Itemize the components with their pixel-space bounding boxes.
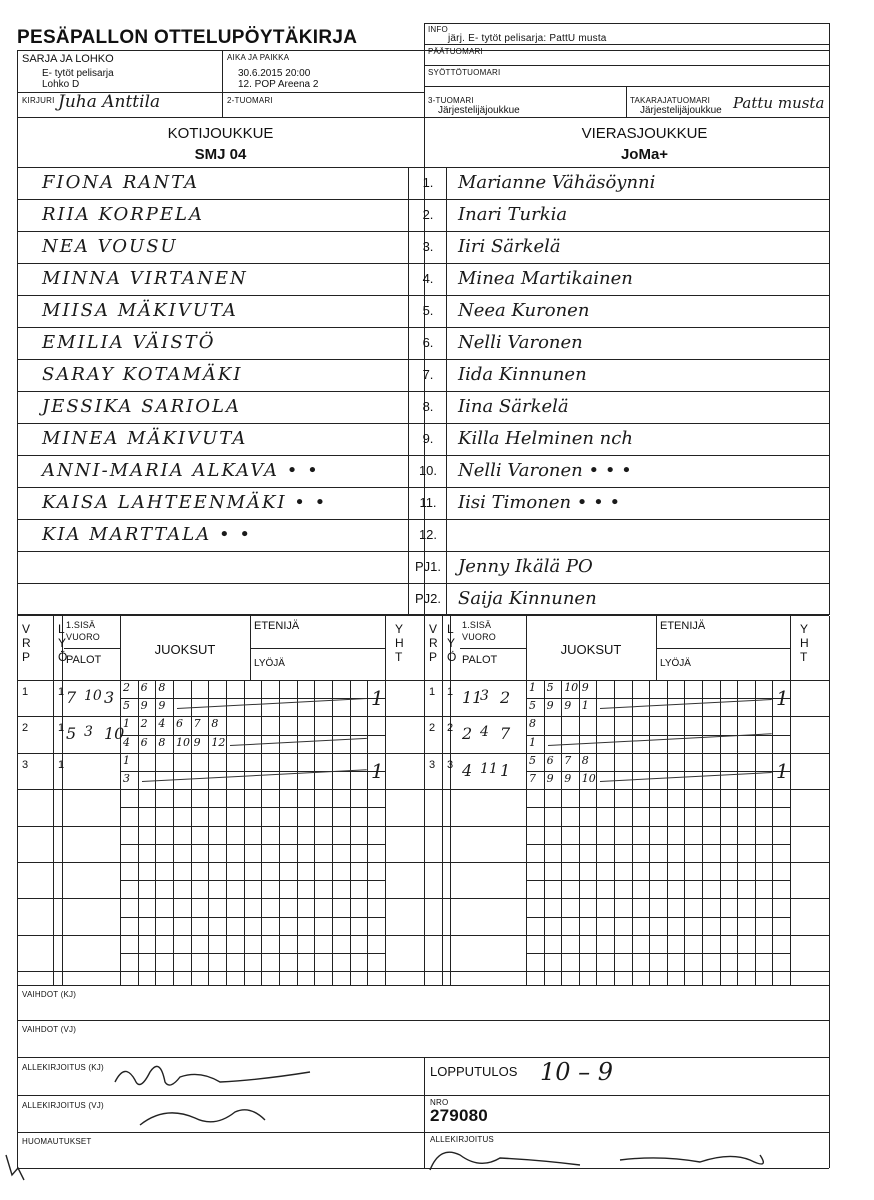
home-player: MINEA MÄKIVUTA — [42, 428, 248, 449]
innings-header-yht_y: Y — [395, 622, 404, 636]
inning-vuoro: 11 — [480, 760, 498, 777]
innings-header-etenija: ETENIJÄ — [254, 620, 300, 632]
tally-stroke — [600, 699, 771, 709]
home-name: SMJ 04 — [194, 146, 247, 163]
innings-header-sisa: 1.SISÄ — [66, 620, 96, 630]
inning-lyo: 1 — [447, 686, 454, 698]
roster-number: 9. — [422, 431, 434, 446]
inning-vuoro: 3 — [480, 688, 489, 704]
away-player: Iisi Timonen • • • — [458, 492, 621, 513]
home-player: FIONA RANTA — [42, 172, 200, 193]
innings-header-yht_y: Y — [800, 622, 809, 636]
inning-number: 1 — [429, 686, 436, 698]
nro-label: NRO — [430, 1098, 449, 1107]
innings-header-palot: PALOT — [66, 654, 102, 666]
inning-yht: 1 — [371, 686, 384, 710]
runs-top-digit: 8 — [529, 717, 536, 731]
innings-header-o: Ö — [58, 650, 68, 664]
home-player: NEA VOUSU — [42, 236, 178, 257]
innings-header-juoksut: JUOKSUT — [154, 642, 216, 657]
kirjuri-value: Juha Anttila — [58, 92, 161, 112]
away-player: Nelli Varonen — [458, 332, 583, 353]
inning-sisa: 7 — [66, 688, 77, 707]
syottotuomari-label: SYÖTTÖTUOMARI — [428, 68, 501, 77]
runs-bot-digit: 9 — [546, 699, 554, 713]
innings-header-etenija: ETENIJÄ — [660, 620, 706, 632]
runs-bot-digit: 1 — [581, 699, 589, 713]
kirjuri-label: KIRJURI — [22, 96, 55, 105]
innings-header-yht_t: T — [800, 650, 808, 664]
innings-header-vuoro: VUORO — [66, 632, 101, 642]
away-player: Nelli Varonen • • • — [458, 460, 632, 481]
away-player: Minea Martikainen — [458, 268, 633, 289]
runs-top-digit: 1 — [123, 717, 130, 731]
innings-header-l: L — [447, 622, 454, 636]
away-player: Iiri Särkelä — [458, 236, 561, 257]
inning-lyo: 1 — [58, 722, 65, 735]
inning-lyo: 1 — [58, 686, 65, 698]
roster-number: 4. — [422, 271, 434, 286]
innings-header-p: P — [22, 650, 31, 664]
aika-label: AIKA JA PAIKKA — [227, 53, 290, 62]
runs-bot-digit: 3 — [123, 772, 130, 785]
inning-vuoro: 3 — [84, 724, 93, 741]
roster-number: 12. — [418, 527, 438, 542]
away-player: Jenny Ikälä PO — [458, 556, 593, 577]
inning-sisa: 4 — [462, 760, 473, 780]
inning-yht: 1 — [776, 686, 789, 710]
runs-bot-digit: 10 — [581, 772, 596, 785]
runs-top-digit: 2 — [123, 681, 130, 694]
runs-bot-digit: 1 — [529, 735, 536, 749]
away-player: Neea Kuronen — [458, 300, 590, 321]
tally-stroke — [230, 738, 367, 746]
corner-mark — [4, 1150, 28, 1184]
roster-number: 1. — [422, 175, 434, 190]
innings-header-palot: PALOT — [462, 654, 498, 666]
roster-number: 5. — [422, 303, 434, 318]
away-label: VIERASJOUKKUE — [581, 125, 708, 142]
runs-top-digit: 6 — [546, 753, 554, 767]
innings-header-r: R — [429, 636, 438, 650]
inning-number: 3 — [429, 758, 436, 771]
home-player: MIISA MÄKIVUTA — [42, 300, 238, 321]
roster-number: PJ1. — [414, 559, 441, 574]
home-player: EMILIA VÄISTÖ — [42, 332, 216, 353]
signature-main — [420, 1140, 780, 1180]
away-player: Iida Kinnunen — [458, 364, 587, 385]
inning-lyo: 2 — [447, 722, 454, 735]
takaraja-hand: Pattu musta — [733, 94, 825, 112]
inning-number: 2 — [429, 722, 436, 735]
roster-number: PJ2. — [414, 591, 441, 606]
tuomari2-label: 2-TUOMARI — [227, 96, 273, 105]
signature-vj — [135, 1100, 275, 1135]
runs-bot-digit: 4 — [123, 735, 130, 749]
home-player: KIA MARTTALA • • — [42, 524, 252, 545]
runs-top-digit: 4 — [158, 717, 166, 731]
runs-top-digit: 7 — [564, 753, 572, 767]
inning-sisa: 5 — [66, 724, 77, 744]
inning-vuoro: 10 — [84, 688, 102, 704]
aika-value-2: 12. POP Areena 2 — [238, 79, 319, 90]
runs-bot-digit: 9 — [564, 699, 572, 713]
runs-top-digit: 9 — [581, 681, 589, 694]
roster-number: 8. — [422, 399, 434, 414]
runs-top-digit: 5 — [546, 681, 554, 694]
runs-top-digit: 2 — [140, 717, 148, 731]
runs-bot-digit: 5 — [123, 699, 130, 713]
tally-stroke — [177, 698, 367, 709]
roster-number: 7. — [422, 367, 434, 382]
innings-header-lyoja: LYÖJÄ — [254, 658, 285, 669]
innings-header-yht_t: T — [395, 650, 403, 664]
inning-number: 3 — [22, 758, 29, 771]
runs-top-digit: 6 — [140, 681, 148, 694]
runs-bot-digit: 9 — [158, 699, 166, 713]
inning-vuoro: 4 — [480, 724, 489, 741]
inning-palot: 10 — [104, 724, 125, 744]
innings-header-r: R — [22, 636, 31, 650]
roster-number: 3. — [422, 239, 434, 254]
tally-stroke — [600, 772, 771, 782]
innings-header-y: Y — [447, 636, 456, 650]
away-name: JoMa+ — [620, 146, 669, 163]
inning-sisa: 2 — [462, 724, 473, 744]
huomautukset-label: HUOMAUTUKSET — [22, 1137, 92, 1146]
runs-top-digit: 5 — [529, 753, 536, 767]
vaihdot-vj-label: VAIHDOT (VJ) — [22, 1025, 77, 1034]
inning-lyo: 1 — [58, 758, 65, 771]
lopputulos-value: 10 – 9 — [540, 1058, 614, 1086]
nro-value: 279080 — [430, 1106, 488, 1125]
home-player: MINNA VIRTANEN — [42, 268, 248, 289]
innings-header-y: Y — [58, 636, 67, 650]
innings-header-juoksut: JUOKSUT — [560, 642, 622, 657]
roster-number: 6. — [422, 335, 434, 350]
runs-bot-digit: 5 — [529, 699, 536, 713]
sarja-value-1: E- tytöt pelisarja — [42, 68, 114, 79]
innings-header-v: V — [22, 622, 31, 636]
innings-header-vuoro: VUORO — [462, 632, 497, 642]
runs-top-digit: 8 — [158, 681, 166, 694]
runs-top-digit: 10 — [564, 681, 579, 694]
runs-top-digit: 8 — [581, 753, 589, 767]
runs-bot-digit: 7 — [529, 772, 536, 785]
away-player: Iina Särkelä — [458, 396, 569, 417]
inning-number: 2 — [22, 722, 29, 735]
runs-bot-digit: 6 — [140, 735, 148, 749]
aika-value-1: 30.6.2015 20:00 — [238, 68, 311, 79]
innings-header-v: V — [429, 622, 438, 636]
inning-number: 1 — [22, 686, 29, 698]
runs-top-digit: 1 — [529, 681, 536, 694]
inning-palot: 7 — [500, 724, 511, 744]
info-value: järj. E- tytöt pelisarja: PattU musta — [448, 33, 607, 44]
runs-top-digit: 6 — [176, 717, 183, 731]
runs-top-digit: 8 — [211, 717, 219, 731]
home-player: KAISA LAHTEENMÄKI • • — [42, 492, 328, 513]
runs-bot-digit: 12 — [211, 735, 226, 749]
sarja-label: SARJA JA LOHKO — [22, 53, 114, 65]
runs-bot-digit: 9 — [546, 772, 554, 785]
runs-bot-digit: 9 — [140, 699, 148, 713]
vaihdot-kj-label: VAIHDOT (KJ) — [22, 990, 77, 999]
runs-bot-digit: 9 — [193, 735, 201, 749]
innings-header-o: Ö — [447, 650, 457, 664]
tuomari3-label: 3-TUOMARI — [428, 96, 474, 105]
innings-header-p: P — [429, 650, 438, 664]
sarja-value-2: Lohko D — [42, 79, 80, 90]
signature-kj — [110, 1052, 320, 1097]
away-player: Killa Helminen nch — [458, 428, 633, 449]
takaraja-value: Järjestelijäjoukkue — [640, 105, 722, 116]
inning-yht: 1 — [371, 758, 384, 783]
inning-lyo: 3 — [447, 758, 454, 771]
tuomari3-value: Järjestelijäjoukkue — [438, 105, 520, 116]
inning-sisa: 11 — [462, 688, 483, 707]
roster-number: 2. — [422, 207, 434, 222]
page-title: PESÄPALLON OTTELUPÖYTÄKIRJA — [17, 27, 358, 48]
inning-yht: 1 — [776, 758, 789, 783]
lopputulos-label: LOPPUTULOS — [430, 1064, 518, 1079]
innings-header-l: L — [58, 622, 65, 636]
home-player: JESSIKA SARIOLA — [42, 396, 241, 417]
innings-header-yht_h: H — [395, 636, 404, 650]
roster-number: 11. — [419, 495, 437, 510]
innings-header-lyoja: LYÖJÄ — [660, 658, 691, 669]
away-player: Inari Turkia — [458, 204, 568, 225]
roster-number: 10. — [418, 463, 438, 478]
allekirjoitus-vj-label: ALLEKIRJOITUS (VJ) — [22, 1101, 104, 1110]
allekirjoitus-kj-label: ALLEKIRJOITUS (KJ) — [22, 1063, 104, 1072]
runs-top-digit: 7 — [193, 717, 201, 731]
takaraja-label: TAKARAJATUOMARI — [630, 96, 711, 105]
inning-palot: 3 — [104, 688, 115, 707]
home-player: SARAY KOTAMÄKI — [42, 364, 243, 385]
allekirjoitus-label: ALLEKIRJOITUS — [430, 1135, 494, 1144]
inning-palot: 2 — [500, 688, 511, 707]
runs-bot-digit: 8 — [158, 735, 166, 749]
away-player: Saija Kinnunen — [458, 588, 597, 609]
innings-header-yht_h: H — [800, 636, 809, 650]
info-label: INFO — [428, 25, 448, 34]
innings-header-sisa: 1.SISÄ — [462, 620, 492, 630]
runs-top-digit: 1 — [123, 753, 130, 767]
inning-palot: 1 — [500, 760, 511, 780]
home-player: RIIA KORPELA — [42, 204, 204, 225]
paatuomari-label: PÄÄTUOMARI — [428, 47, 483, 56]
runs-bot-digit: 9 — [564, 772, 572, 785]
runs-bot-digit: 10 — [176, 735, 190, 749]
away-player: Marianne Vähäsöynni — [458, 172, 656, 193]
home-player: ANNI-MARIA ALKAVA • • — [42, 460, 320, 481]
home-label: KOTIJOUKKUE — [167, 125, 274, 142]
